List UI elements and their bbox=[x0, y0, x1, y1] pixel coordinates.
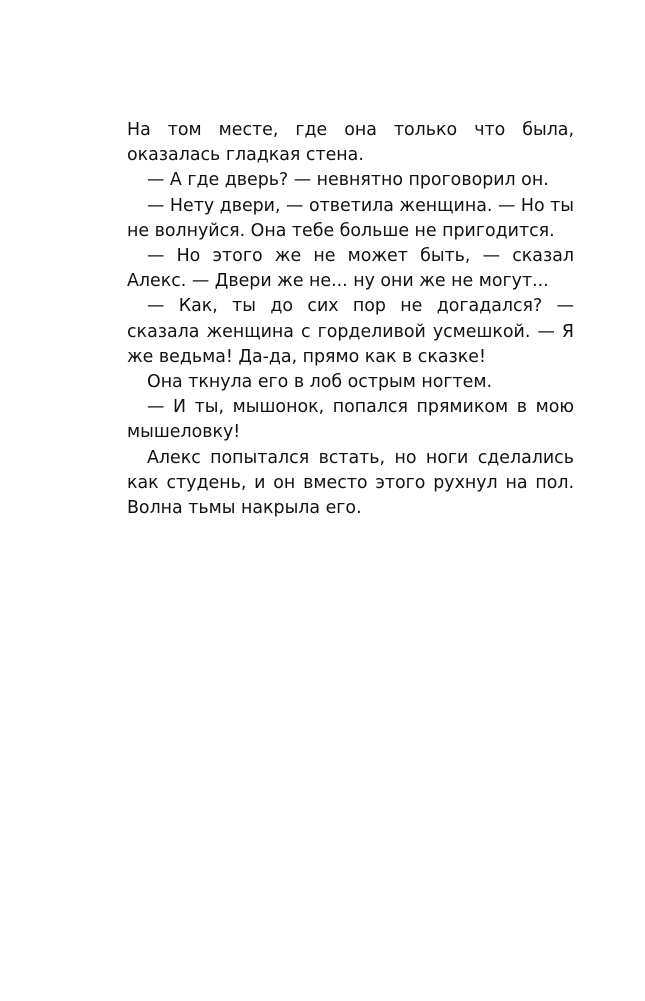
paragraph: — Нету двери, — ответила женщина. — Но ты не волнуйся. Она тебе больше не пригодится. bbox=[127, 195, 574, 241]
paragraph: — И ты, мышонок, попался прямиком в мою мышеловку! bbox=[127, 397, 574, 443]
paragraph: — Но этого же не может быть, — сказал Алекс. — Двери же не... ну они же не могут... bbox=[127, 246, 574, 292]
paragraph: На том месте, где она только что была, оказалась гладкая стена. bbox=[127, 120, 574, 166]
paragraph: Алекс попытался встать, но ноги сделались как студень, и он вместо этого рухнул на пол. Волна тьмы накрыла его. bbox=[127, 447, 574, 519]
paragraph: Она ткнула его в лоб острым ногтем. bbox=[147, 372, 493, 393]
paragraph: — А где дверь? — невнятно проговорил он. bbox=[147, 170, 549, 191]
page-text bbox=[127, 118, 574, 521]
paragraph: — Как, ты до сих пор не догадался? — сказала женщина с горделивой усмешкой. — Я же ведьма! Да-да, прямо как в сказке! bbox=[127, 296, 574, 367]
